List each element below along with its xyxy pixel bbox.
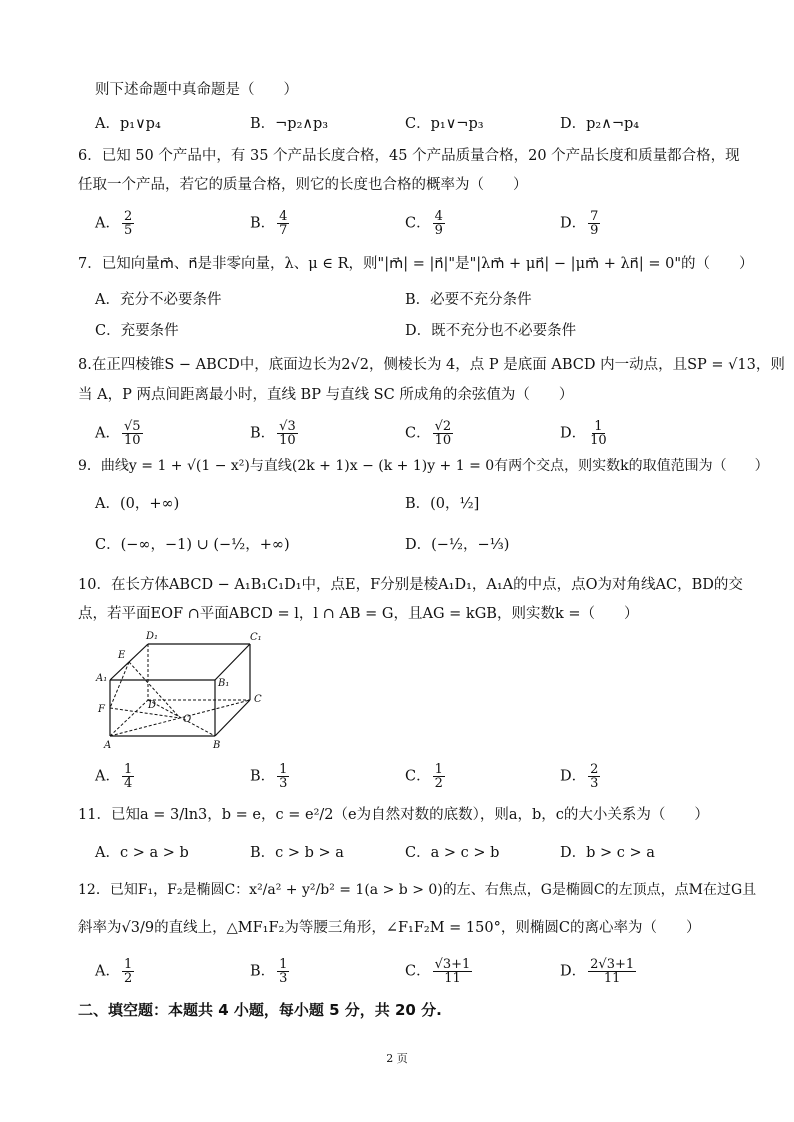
q12-line1: 12．已知F₁，F₂是椭圆C：x²/a² + y²/b² = 1(a > b > 0)的左、右焦点，G是椭圆C的左顶点，点M在过G且 [78,882,757,898]
label-C1: C₁ [250,632,262,643]
q8-option-b: B． $\frac{√3}{10}$ [250,419,296,448]
q10-line1: 10．在长方体ABCD − A₁B₁C₁D₁中，点E，F分别是棱A₁D₁，A₁A的中点，点O为对角线AC，BD的交 [78,577,743,593]
q8-option-a: A． $\frac{√5}{10}$ [95,419,141,448]
label-A1: A₁ [96,673,108,684]
q8-option-c: C． $\frac{√2}{10}$ [405,419,452,448]
q6-line2: 任取一个产品，若它的质量合格，则它的长度也合格的概率为（ ） [78,177,528,193]
q8-line1: 8.在正四棱锥S − ABCD中，底面边长为2√2，侧棱长为 4，点 P 是底面 ABCD 内一动点，且SP = √13，则 [78,357,785,373]
label-B: B [213,740,221,751]
q7-option-b: B．必要不充分条件 [405,292,532,308]
q9-option-d: D．(−½，−⅓) [405,537,510,553]
q9-option-b: B．(0，½] [405,496,480,512]
q7-line1: 7．已知向量m⃗、n⃗是非零向量，λ、μ ∈ R，则"|m⃗| = |n⃗|"是"|λm⃗ + μn⃗| − |μm⃗ + λn⃗| = 0"的（ ） [78,256,754,272]
label-D1: D₁ [146,631,159,642]
q10-option-d: D． $\frac{2}{3}$ [560,762,599,791]
q11-option-b: B．c > b > a [250,845,344,861]
option-a: A．p₁∨p₄ [95,116,161,132]
q9-option-c: C．(−∞，−1) ∪ (−½，+∞) [95,537,290,553]
option-b: B．¬p₂∧p₃ [250,116,329,132]
label-A: A [104,740,112,751]
q9-line1: 9．曲线y = 1 + √(1 − x²)与直线(2k + 1)x − (k + 1)y + 1 = 0有两个交点，则实数k的取值范围为（ ） [78,458,769,474]
q10-option-b: B． $\frac{1}{3}$ [250,762,288,791]
q12-option-a: A． $\frac{1}{2}$ [95,957,133,986]
q-stem: 则下述命题中真命题是（ ） [95,82,298,98]
label-O: O [183,714,192,725]
q6-option-b: B． $\frac{4}{7}$ [250,209,288,238]
option-d: D．p₂∧¬p₄ [560,116,640,132]
q11-option-c: C．a > c > b [405,845,500,861]
cuboid-figure [90,628,280,753]
section-heading: 二、填空题：本题共 4 小题，每小题 5 分，共 20 分. [78,1001,442,1019]
q6-line1: 6．已知 50 个产品中，有 35 个产品长度合格，45 个产品质量合格，20 个产品长度和质量都合格，现 [78,148,740,164]
q12-option-c: C． $\frac{√3+1}{11}$ [405,957,471,986]
q12-option-b: B． $\frac{1}{3}$ [250,957,288,986]
q6-option-a: A． $\frac{2}{5}$ [95,209,133,238]
q7-option-a: A．充分不必要条件 [95,292,222,308]
q12-line2: 斜率为√3/9的直线上，△MF₁F₂为等腰三角形，∠F₁F₂M = 150°，则椭圆C的离心率为（ ） [78,920,701,936]
page-number: 2 页 [386,1052,408,1065]
label-B1: B₁ [218,678,230,689]
q10-option-a: A． $\frac{1}{4}$ [95,762,133,791]
q11-option-d: D．b > c > a [560,845,655,861]
q11-line1: 11．已知a = 3/ln3，b = e，c = e²/2（e为自然对数的底数），则a，b，c的大小关系为（ ） [78,807,709,823]
label-E: E [118,650,126,661]
q7-option-d: D．既不充分也不必要条件 [405,323,577,339]
q8-line2: 当 A，P 两点间距离最小时，直线 BP 与直线 SC 所成角的余弦值为（ ） [78,387,574,403]
q11-option-a: A．c > a > b [95,845,189,861]
q7-option-c: C．充要条件 [95,323,179,339]
q8-option-d: D． $\frac{1}{10}$ [560,419,607,448]
q10-line2: 点，若平面EOF ∩平面ABCD = l，l ∩ AB = G，且AG = kGB，则实数k =（ ） [78,606,639,622]
label-D: D [148,700,157,711]
q12-option-d: D． $\frac{2√3+1}{11}$ [560,957,635,986]
label-C: C [254,694,262,705]
option-c: C．p₁∨¬p₃ [405,116,484,132]
q9-option-a: A．(0，+∞) [95,496,180,512]
q6-option-d: D． $\frac{7}{9}$ [560,209,599,238]
q6-option-c: C． $\frac{4}{9}$ [405,209,443,238]
label-F: F [98,704,105,715]
q10-option-c: C． $\frac{1}{2}$ [405,762,443,791]
